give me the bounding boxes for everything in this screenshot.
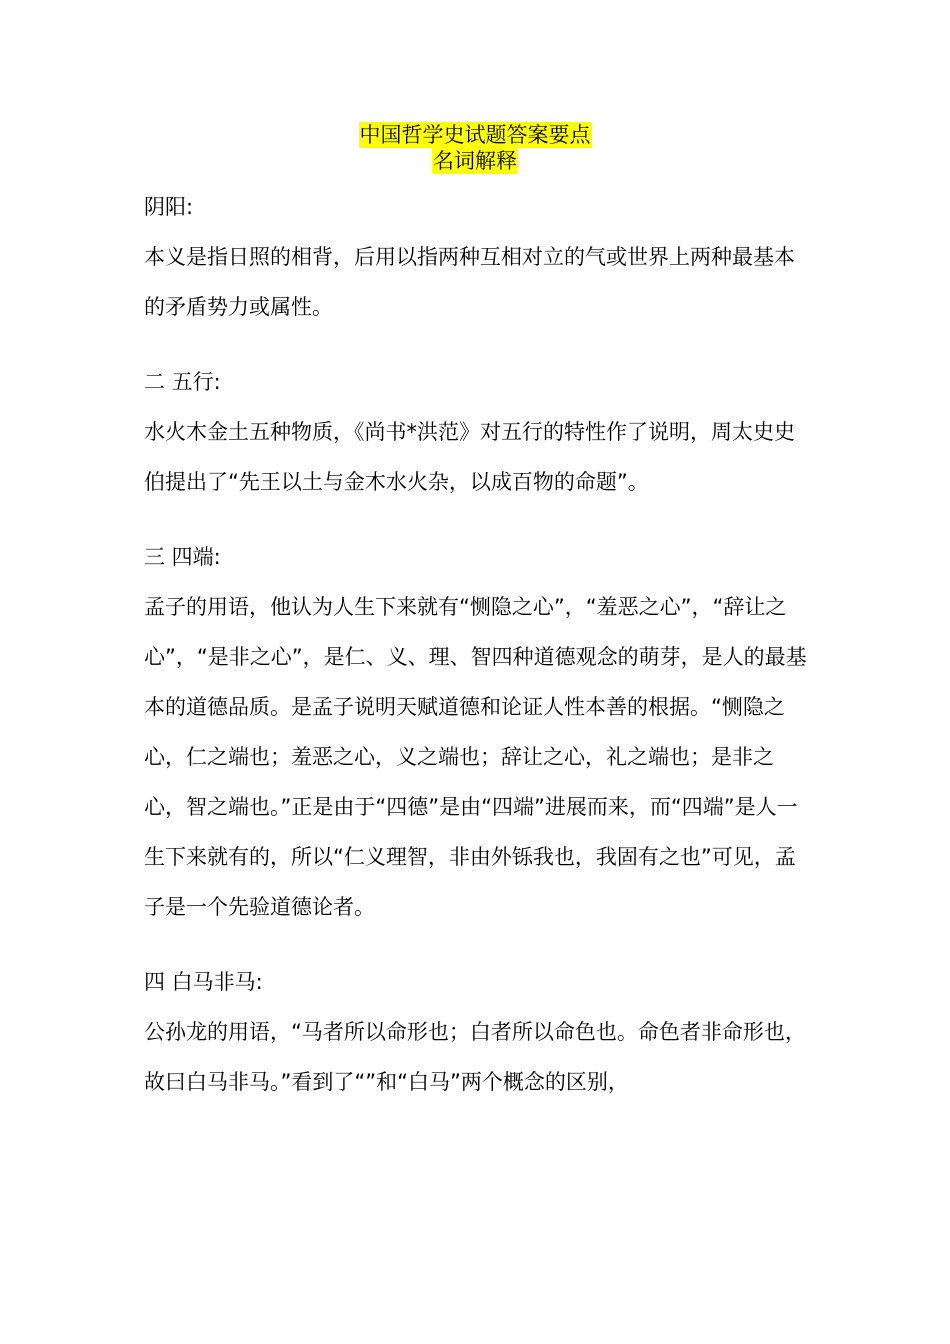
section-heading-baimafeima: 四 白马非马: [144,970,263,994]
document-body [144,182,814,1107]
section-body-baimafeima: 公孙龙的用语，“马者所以命形也；白者所以命色也。命色者非命形也，故曰白马非马。”看到了“”和“白马”两个概念的区别， [144,1020,806,1094]
section-heading-yinyang: 阴阳: [144,195,194,219]
section-body-wuxing: 水火木金土五种物质，《尚书*洪范》对五行的特性作了说明，周太史史伯提出了“先王以土与金木水火杂，以成百物的命题”。 [144,420,795,494]
section-heading-wuxing: 二 五行: [144,370,221,394]
section-body-siduan: 孟子的用语，他认为人生下来就有“恻隐之心”，“羞恶之心”，“辞让之心”，“是非之心”，是仁、义、理、智四种道德观念的萌芽，是人的最基本的道德品质。是孟子说明天赋道德和论证人性本善的根据。“恻隐之心，仁之端也；羞恶之心，义之端也；辞让之心，礼之端也；是非之心，智之端也。”正是由于“四德”是由“四端”进展而来，而“四端”是人一生下来就有的，所以“仁义理智，非由外铄我也，我固有之也”可见，孟子是一个先验道德论者。 [144,595,807,919]
page-title: 中国哲学史试题答案要点 [359,123,591,147]
section-body-yinyang: 本义是指日照的相背，后用以指两种互相对立的气或世界上两种最基本的矛盾势力或属性。 [144,245,795,319]
section-heading-siduan: 三 四端: [144,545,221,569]
page-subtitle: 名词解释 [433,149,517,173]
title-block [0,122,950,174]
